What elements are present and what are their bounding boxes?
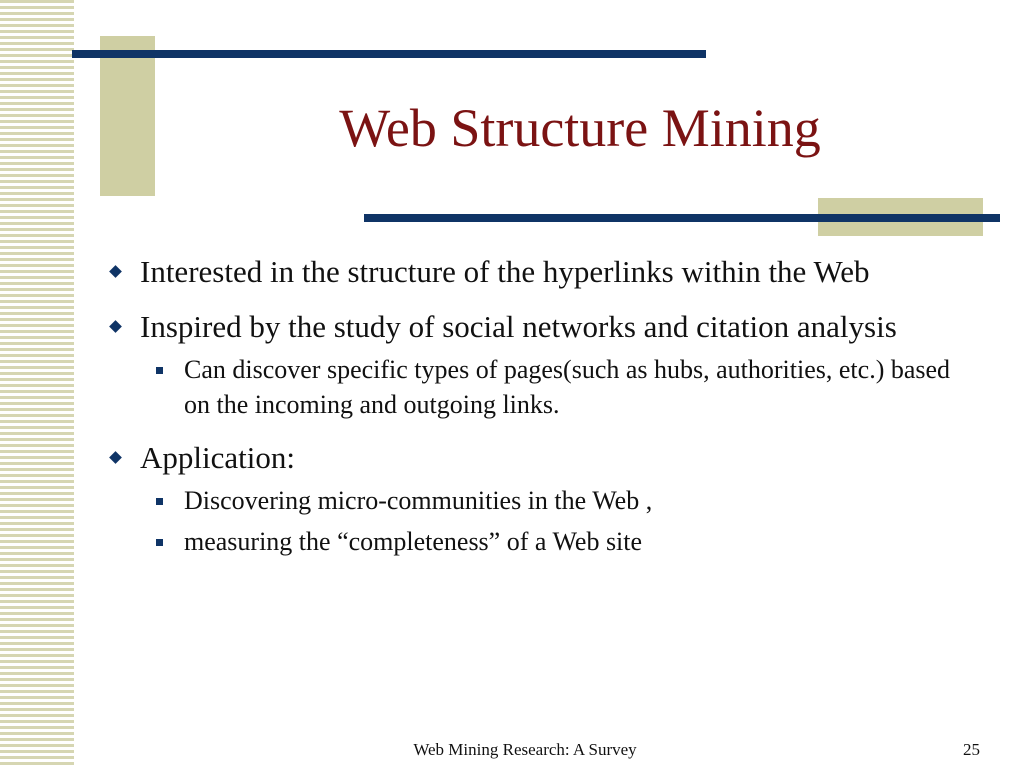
sub-bullet-text: Discovering micro-communities in the Web , [184,486,653,515]
bullet-item [100,307,980,346]
sub-bullet-item [100,483,980,518]
diamond-bullet-icon [109,451,122,464]
page-number: 25 [963,740,980,759]
footer-title: Web Mining Research: A Survey [413,740,637,759]
square-bullet-icon [156,498,163,505]
diamond-bullet-icon [109,320,122,333]
slide-title: Web Structure Mining [339,98,821,158]
title-underline-rule [364,214,1000,222]
square-bullet-icon [156,539,163,546]
bullet-item [100,438,980,477]
decorative-stripes [0,0,74,768]
bullet-item [100,252,980,291]
sub-bullet-item [100,524,980,559]
diamond-bullet-icon [109,265,122,278]
bullet-text: Application: [140,440,295,475]
sub-bullet-text: Can discover specific types of pages(such as hubs, authorities, etc.) based on the incoming and outgoing links. [184,355,951,419]
sub-bullet-item [100,352,980,422]
bullet-text: Interested in the structure of the hyperlinks within the Web [140,254,870,289]
square-bullet-icon [156,367,163,374]
sub-bullet-text: measuring the “completeness” of a Web site [184,527,643,556]
decorative-block-left [100,36,155,196]
top-rule [72,50,706,58]
bullet-list [100,252,980,559]
bullet-text: Inspired by the study of social networks and citation analysis [140,309,897,344]
